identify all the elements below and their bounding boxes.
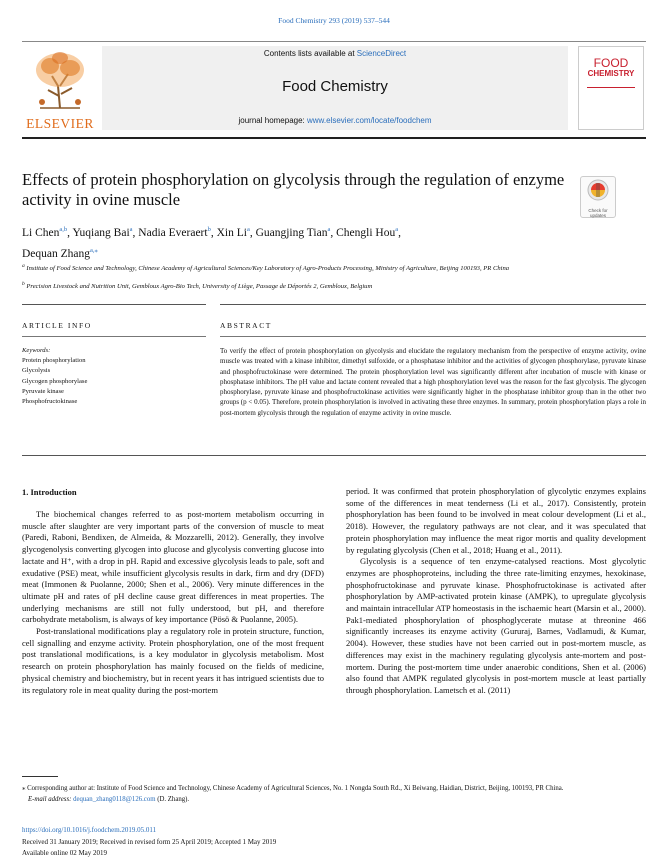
- article-title: Effects of protein phosphorylation on glycolysis through the regulation of enzyme activity in ovine muscle: [22, 170, 565, 209]
- keyword: Glycolysis: [22, 367, 51, 375]
- abstract-bottom-rule: [22, 455, 646, 456]
- author[interactable]: Dequan Zhang$^{a,⁎}$: [22, 246, 98, 260]
- body-column-right: [346, 486, 646, 697]
- check-for-updates-label: Check for updates: [588, 208, 608, 218]
- online-date: Available online 02 May 2019: [22, 849, 108, 857]
- keyword: Pyruvate kinase: [22, 387, 64, 395]
- cover-title: [579, 57, 643, 79]
- sciencedirect-link[interactable]: ScienceDirect: [356, 49, 407, 58]
- journal-cover[interactable]: [578, 46, 644, 130]
- check-for-updates-badge[interactable]: [580, 176, 616, 218]
- body-paragraph: Glycolysis is a sequence of ten enzyme-catalysed reactions. Most glycolytic enzymes are phosphoproteins, including the three rate-limiting enzymes, hexokinase, phosphofructokinase and pyruvate kinase. Phosphofructokinase is activated after phosphorylation by AMP-activated protein kinase (AMPK), to upregulate glycolysis and maintain intracellular ATP homeostasis in the ischaemic heart (Marsin et al., 2000). Pak1-mediated phosphorylation of phosphoglycerate mutase at threonine 466 significantly increases its enzyme activity (Gururaj, Barnes, Vadlamudi, & Kumar, 2004). However, these studies have not been carried out in post-mortem muscle, as differences may exist in the machinery regulating glycolysis ante-mortem and post-mortem. During the post-mortem time under anaerobic conditions, Shen et al. (2006) also found that AMPK regulated glycolysis in post-mortem muscle at least partially through phosphorylation. Lametsch et al. (2011): [346, 556, 646, 695]
- contents-line: [102, 49, 568, 58]
- author[interactable]: Guangjing Tian$^a$: [255, 226, 331, 239]
- author[interactable]: Nadia Everaert$^b$: [138, 226, 211, 239]
- author[interactable]: Chengli Hou$^a$: [336, 226, 399, 239]
- corresponding-author: ⁎ Corresponding author at: Institute of Food Science and Technology, Chinese Academy of Agricultural Sciences, No. 1 Nongda South Rd., Xi Beiwang, Haidian, District, Beijing, 100193, PR China.: [22, 785, 564, 792]
- header-top-rule: [22, 41, 646, 42]
- keyword: Phosphofructokinase: [22, 398, 78, 406]
- introduction-heading: 1. Introduction: [22, 487, 77, 497]
- abstract-rule: [220, 336, 646, 337]
- author[interactable]: Xin Li$^a$: [216, 226, 250, 239]
- crossmark-icon: [581, 177, 615, 203]
- email-line: E-mail address: dequan_zhang0118@126.com (D. Zhang).: [28, 796, 190, 803]
- author[interactable]: Yuqiang Bai$^a$: [72, 226, 133, 239]
- keywords-label: Keywords:: [22, 347, 51, 354]
- cover-line-1: FOOD: [593, 56, 629, 70]
- header-thick-rule: [22, 137, 646, 139]
- cover-line-2: CHEMISTRY: [587, 69, 635, 78]
- author[interactable]: Li Chen$^{a,b}$: [22, 226, 68, 239]
- keywords-block: [22, 346, 202, 407]
- journal-name: Food Chemistry: [282, 78, 388, 95]
- keyword: Glycogen phosphorylase: [22, 377, 88, 385]
- doi-link[interactable]: https://doi.org/10.1016/j.foodchem.2019.05.011: [22, 826, 157, 834]
- abstract-top-rule: [220, 304, 646, 305]
- author-list: Li Chen$^{a,b}$, Yuqiang Bai$^a$, Nadia Everaert$^b$, Xin Li$^a$, Guangjing Tian$^a$, Chengli Hou$^a$, Dequan Zhang$^{a,⁎}$: [22, 226, 401, 260]
- homepage-link[interactable]: www.elsevier.com/locate/foodchem: [307, 116, 432, 125]
- article-info-heading: ARTICLE INFO: [22, 321, 92, 330]
- cover-rule: [587, 87, 635, 88]
- body-paragraph: The biochemical changes referred to as post-mortem metabolism occurring in muscle after slaughter are very important parts of the conversion of muscle to meat (Paredi, Raboni, Bendixen, de Almeida, & Mozzarelli, 2012). Generally, they involve glycogenolysis converting glycogen into glucose and glycolysis converting glucose into lactate and H⁺, with a drop in pH. Rapid and excessive glycolysis leads to pale, soft and exudative (PSE) meat, while insufficient glycolysis results in dark, firm and dry (DFD) meat (Immonen & Puolanne, 2000; Shen et al., 2006). Very minute differences in the ultimate pH and rates of pH decline cause great differences in meat properties. The underlying mechanisms are still not fully understood, but pH, and therefore carbohydrate metabolism, is always of key importance (Pösö & Puolanne, 2005).: [22, 509, 324, 625]
- corresponding-author-footnote: [22, 783, 646, 805]
- body-paragraph: Post-translational modifications play a regulatory role in protein structure, function, cell signalling and enzyme activity. Protein phosphorylation, one of the most frequent post translational modifications, is a key modulator in glycolysis metabolism. Most research on protein phosphorylation has mainly focused on the fields of medicine, physical chemistry and biochemistry, but in recent years it has intrigued scientists due to its regulatory role in meat quality during the post-mortem: [22, 626, 324, 695]
- affiliation-b: $^b$ Precision Livestock and Nutrition Unit, Gembloux Agro-Bio Tech, University of Liège, Passage de Déportés 2, Gembloux, Belgium: [22, 281, 373, 291]
- body-paragraph: period. It was confirmed that protein phosphorylation of glycolytic enzymes explains some of the differences in meat tenderness (Li et al., 2017). Consistently, protein phosphorylation has been found to be involved in meat colour development (Li et al., 2018). However, the regulatory pathways are not clear, and it was speculated that protein phosphorylation may influence the meat rigor mortis and quality development by regulating glycolysis (Chen et al., 2018; Huang et al., 2011).: [346, 486, 646, 555]
- received-dates: Received 31 January 2019; Received in revised form 25 April 2019; Accepted 1 May 2019: [22, 838, 277, 846]
- article-info-rule: [22, 336, 206, 337]
- body-column-left: [22, 509, 324, 696]
- contents-prefix: Contents lists available at: [263, 49, 357, 58]
- keyword: Protein phosphorylation: [22, 357, 86, 365]
- homepage-line: [102, 116, 568, 125]
- abstract-heading: ABSTRACT: [220, 321, 272, 330]
- homepage-prefix: journal homepage:: [238, 116, 307, 125]
- email-link[interactable]: dequan_zhang0118@126.com: [73, 796, 156, 803]
- elsevier-wordmark: ELSEVIER: [26, 116, 94, 131]
- footnote-rule: [22, 776, 58, 777]
- abstract-text: To verify the effect of protein phosphorylation on glycolysis and elucidate the regulatory mechanism from the perspective of enzyme activity, ovine muscle was treated with a kinase inhibitor, dimethyl sulfoxide, or a phosphatase inhibitor and the activities of glycogen phosphorylase, pyruvate kinase and phosphofructokinase were determined. The protein phosphorylation level was significantly different after incubation of muscle with kinase or phosphatase inhibitors. The pH value and lactate content revealed that a high phosphorylation level was the reason for the fast glycolysis. The glycogen phosphorylase, pyruvate kinase and phosphofructokinase activities were significantly higher in the phosphatase inhibitor group than in the other two groups (p < 0.05). Therefore, protein phosphorylation is involved in activating these three enzymes. In summary, protein phosphorylation plays a role in post-mortem glycolysis through the regulation of enzyme activity in ovine muscle.: [220, 347, 646, 417]
- affiliation-a: $^a$ Institute of Food Science and Technology, Chinese Academy of Agricultural Sciences/Key Laboratory of Agro-Products Processing, Ministry of Agriculture, Beijing 100193, PR China: [22, 263, 510, 273]
- elsevier-tree-icon: [22, 46, 98, 116]
- journal-citation[interactable]: Food Chemistry 293 (2019) 537–544: [278, 16, 390, 25]
- article-info-top-rule: [22, 304, 206, 305]
